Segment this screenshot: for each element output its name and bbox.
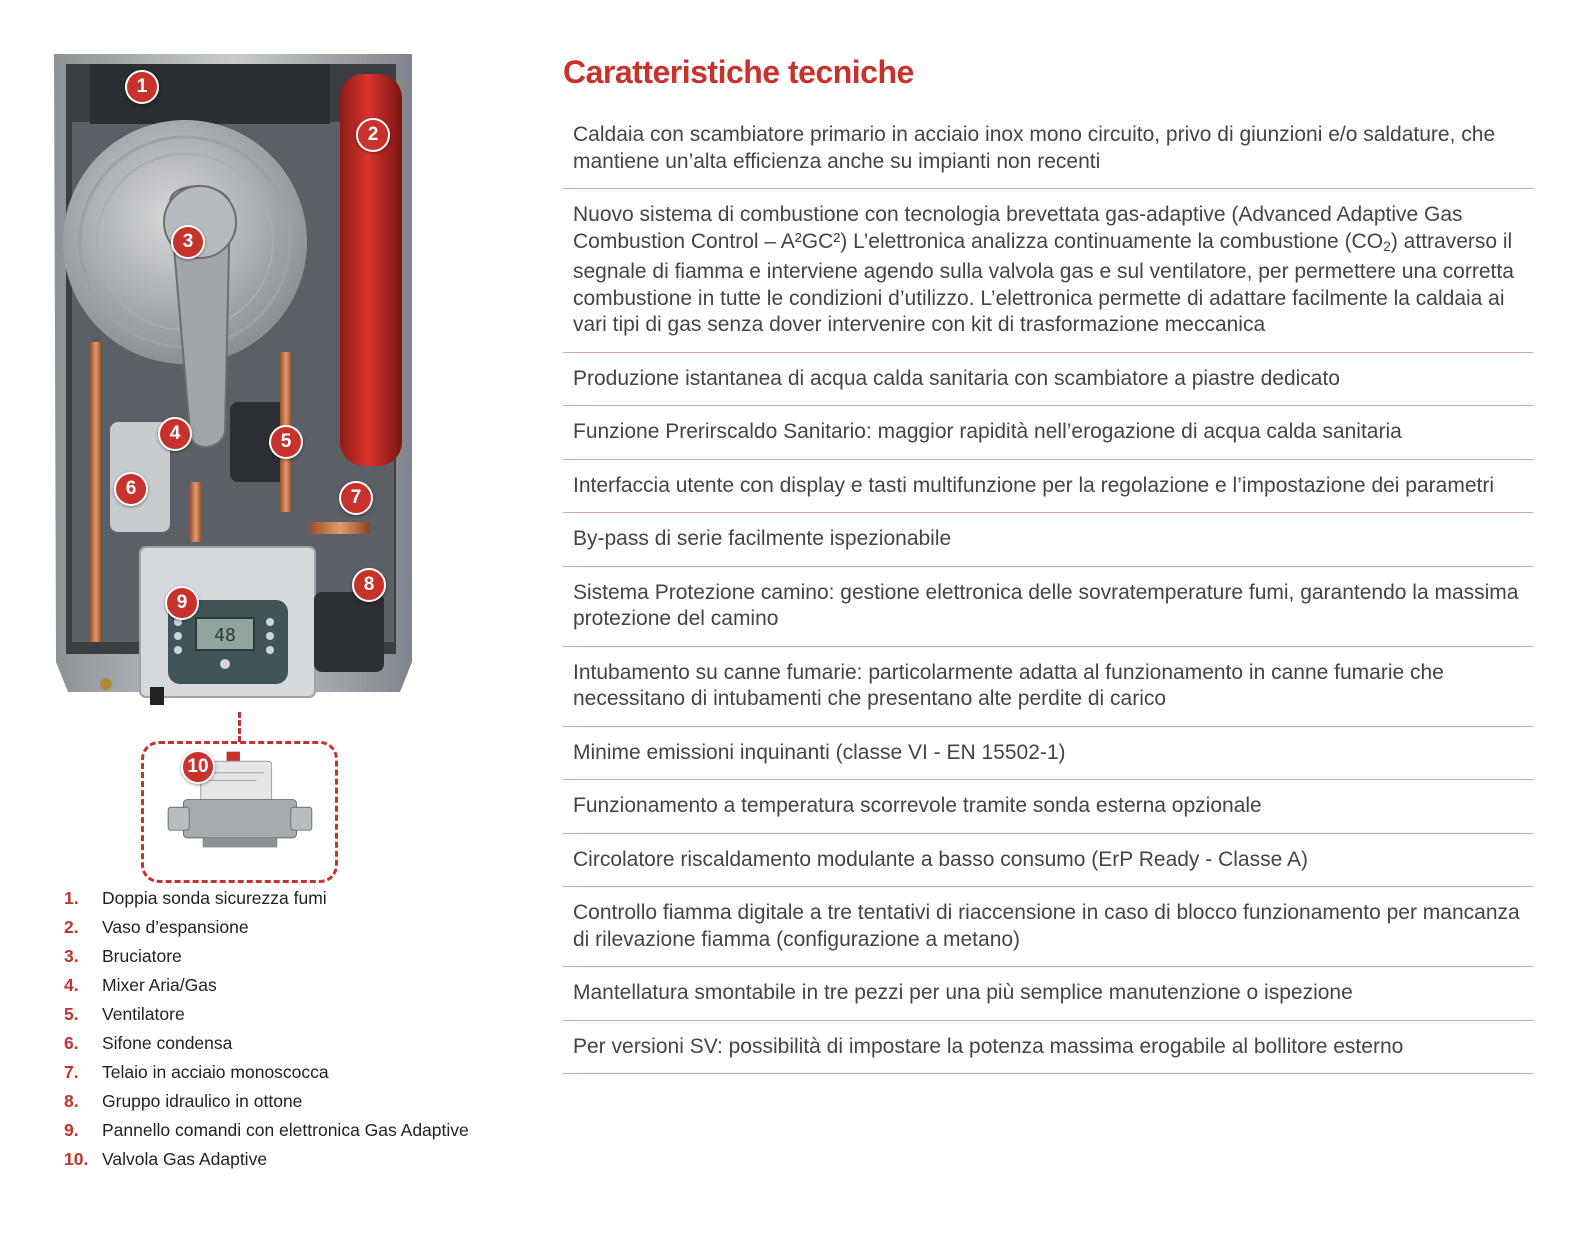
callout-badge-8: 8	[352, 568, 386, 602]
component-legend	[64, 884, 469, 1174]
legend-item	[64, 1000, 469, 1029]
feature-item: Funzionamento a temperatura scorrevole tramite sonda esterna opzionale	[563, 780, 1533, 834]
legend-number: 10.	[64, 1149, 89, 1169]
legend-number: 2.	[64, 917, 79, 937]
legend-item	[64, 1087, 469, 1116]
feature-item: Controllo fiamma digitale a tre tentativi di riaccensione in caso di blocco funzionamento per mancanza di rilevazione fiamma (configurazione a metano)	[563, 887, 1533, 967]
legend-label: Pannello comandi con elettronica Gas Adaptive	[102, 1120, 469, 1140]
callout-badge-4: 4	[158, 417, 192, 451]
feature-item: Mantellatura smontabile in tre pezzi per una più semplice manutenzione o ispezione	[563, 967, 1533, 1021]
callout-badge-5: 5	[269, 425, 303, 459]
feature-item: Per versioni SV: possibilità di impostare la potenza massima erogabile al bollitore esterno	[563, 1021, 1533, 1075]
legend-label: Valvola Gas Adaptive	[102, 1149, 268, 1169]
callout-badge-9: 9	[165, 586, 199, 620]
legend-label: Gruppo idraulico in ottone	[102, 1091, 303, 1111]
callout-badge-3: 3	[171, 225, 205, 259]
inset-connector	[238, 712, 241, 742]
legend-number: 3.	[64, 946, 79, 966]
legend-label: Ventilatore	[102, 1004, 185, 1024]
gas-valve-inset	[141, 741, 338, 883]
legend-label: Vaso d’espansione	[102, 917, 249, 937]
boiler-drawing	[50, 52, 420, 712]
callout-badge-1: 1	[125, 70, 159, 104]
feature-text-pre: Nuovo sistema di combustione con tecnologia brevettata gas-adaptive (Advanced Adaptive Gas Combustion Control – A²GC²) L’elettronica analizza continuamente la combustione (CO	[573, 203, 1463, 253]
feature-item: Intubamento su canne fumarie: particolarmente adatta al funzionamento in canne fumarie che necessitano di intubamenti che presentano alte perdite di carico	[563, 647, 1533, 727]
feature-text-post: ) attraverso il segnale di fiamma e interviene agendo sulla valvola gas e sul ventilatore, per permettere una corretta combustione in tutte le condizioni d’utilizzo. L’elettronica permette di adattare facilmente la caldaia ai vari tipi di gas senza dover intervenire con kit di trasformazione meccanica	[573, 229, 1514, 336]
boiler-illustration	[50, 52, 420, 712]
feature-item: Sistema Protezione camino: gestione elettronica delle sovratemperature fumi, garantendo la massima protezione del camino	[563, 567, 1533, 647]
feature-item: Circolatore riscaldamento modulante a basso consumo (ErP Ready - Classe A)	[563, 834, 1533, 888]
callout-badge-6: 6	[114, 472, 148, 506]
legend-item	[64, 942, 469, 971]
feature-item: Interfaccia utente con display e tasti multifunzione per la regolazione e l’impostazione dei parametri	[563, 460, 1533, 514]
legend-number: 9.	[64, 1120, 79, 1140]
legend-number: 6.	[64, 1033, 79, 1053]
callout-badge-2: 2	[356, 118, 390, 152]
feature-item: Funzione Prerirscaldo Sanitario: maggior rapidità nell’erogazione di acqua calda sanitaria	[563, 406, 1533, 460]
legend-number: 5.	[64, 1004, 79, 1024]
legend-item	[64, 1029, 469, 1058]
callout-badge-10: 10	[181, 750, 215, 784]
legend-number: 4.	[64, 975, 79, 995]
legend-label: Doppia sonda sicurezza fumi	[102, 888, 327, 908]
legend-item	[64, 884, 469, 913]
callout-badge-7: 7	[339, 481, 373, 515]
legend-number: 8.	[64, 1091, 79, 1111]
legend-number: 7.	[64, 1062, 79, 1082]
legend-item	[64, 913, 469, 942]
legend-item	[64, 1145, 469, 1174]
section-title: Caratteristiche tecniche	[563, 54, 914, 90]
feature-item: Minime emissioni inquinanti (classe VI - EN 15502-1)	[563, 727, 1533, 781]
legend-label: Mixer Aria/Gas	[102, 975, 217, 995]
feature-item: Produzione istantanea di acqua calda sanitaria con scambiatore a piastre dedicato	[563, 353, 1533, 407]
legend-label: Telaio in acciaio monoscocca	[102, 1062, 329, 1082]
features-list	[563, 118, 1533, 1074]
legend-label: Sifone condensa	[102, 1033, 233, 1053]
feature-item	[563, 189, 1533, 353]
gas-valve-drawing	[144, 744, 335, 880]
display-readout: 48	[214, 625, 236, 646]
legend-number: 1.	[64, 888, 79, 908]
legend-label: Bruciatore	[102, 946, 182, 966]
legend-item	[64, 1058, 469, 1087]
feature-item: By-pass di serie facilmente ispezionabile	[563, 513, 1533, 567]
feature-item: Caldaia con scambiatore primario in acciaio inox mono circuito, privo di giunzioni e/o saldature, che mantiene un’alta efficienza anche su impianti non recenti	[563, 118, 1533, 189]
legend-item	[64, 1116, 469, 1145]
feature-text-sub: 2	[1383, 237, 1391, 254]
legend-item	[64, 971, 469, 1000]
